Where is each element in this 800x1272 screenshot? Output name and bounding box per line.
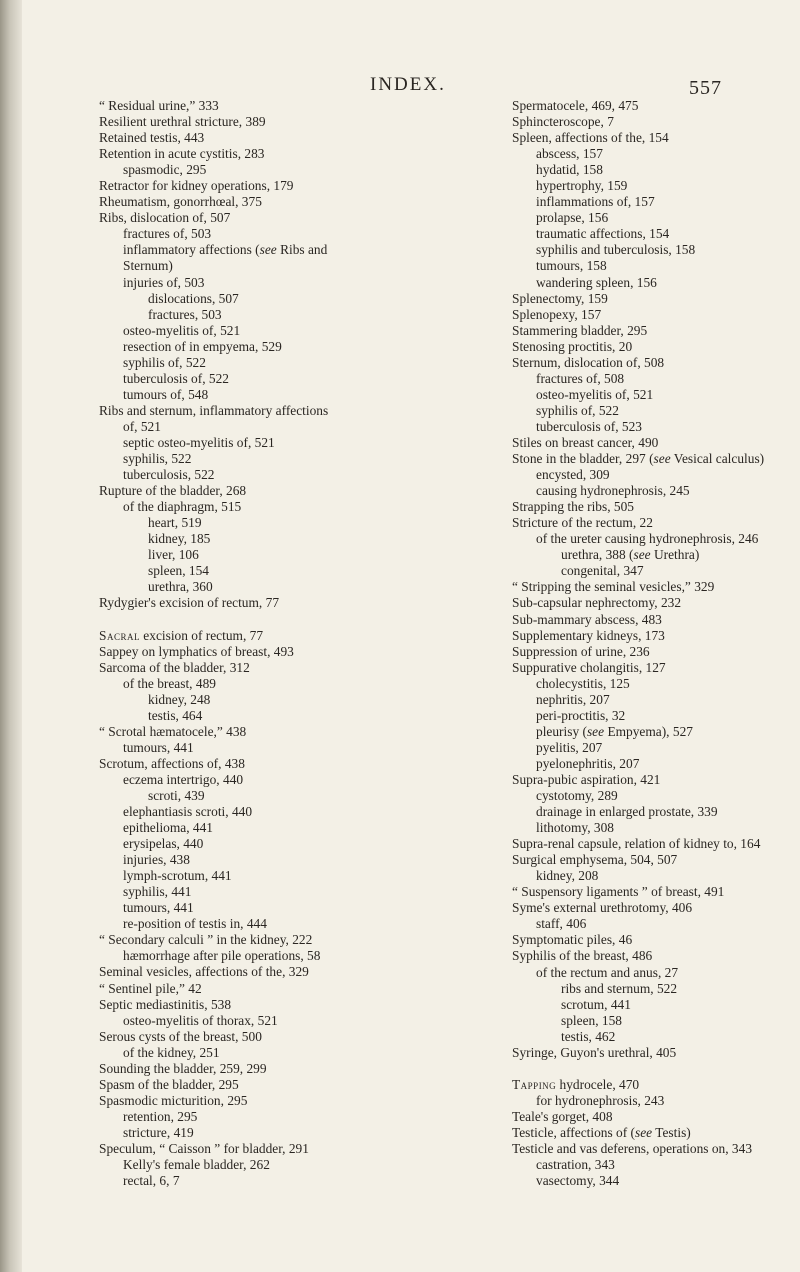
- index-entry: fractures of, 508: [536, 370, 625, 386]
- index-entry: Rheumatism, gonorrhœal, 375: [99, 194, 262, 210]
- index-entry: Stiles on breast cancer, 490: [512, 434, 659, 450]
- index-entry: Stenosing proctitis, 20: [512, 338, 633, 354]
- index-entry: kidney, 185: [148, 531, 211, 547]
- index-entry: prolapse, 156: [536, 210, 609, 226]
- index-entry: of the diaphragm, 515: [123, 499, 242, 515]
- index-entry: scrotum, 441: [561, 996, 631, 1012]
- index-entry: “ Scrotal hæmatocele,” 438: [99, 723, 247, 739]
- index-entry: cystotomy, 289: [536, 788, 618, 804]
- index-entry: spasmodic, 295: [123, 162, 207, 178]
- index-entry: elephantiasis scroti, 440: [123, 804, 253, 820]
- index-entry: Sappey on lymphatics of breast, 493: [99, 643, 294, 659]
- index-entry: tumours, 158: [536, 258, 607, 274]
- index-entry: Stone in the bladder, 297 (see Vesical calculus): [512, 451, 765, 467]
- index-entry: cholecystitis, 125: [536, 675, 630, 691]
- index-column-right: [512, 98, 792, 1189]
- index-entry: Sub-mammary abscess, 483: [512, 611, 662, 627]
- index-entry: Spasm of the bladder, 295: [99, 1076, 239, 1092]
- index-entry: tumours, 441: [123, 900, 194, 916]
- index-entry: lymph-scrotum, 441: [123, 868, 232, 884]
- index-entry: fractures of, 503: [123, 226, 212, 242]
- index-entry: resection of in empyema, 529: [123, 338, 282, 354]
- index-entry: Stricture of the rectum, 22: [512, 515, 653, 531]
- index-entry: Septic mediastinitis, 538: [99, 996, 232, 1012]
- index-entry: Sternum, dislocation of, 508: [512, 354, 665, 370]
- index-entry: Suppression of urine, 236: [512, 643, 650, 659]
- index-entry: retention, 295: [123, 1108, 198, 1124]
- index-entry: Kelly's female bladder, 262: [123, 1157, 270, 1173]
- index-entry: liver, 106: [148, 547, 199, 563]
- index-entry: Symptomatic piles, 46: [512, 932, 633, 948]
- index-entry: pyelitis, 207: [536, 739, 603, 755]
- index-entry: pleurisy (see Empyema), 527: [536, 723, 693, 739]
- index-column-left: [99, 98, 509, 1189]
- index-entry: injuries of, 503: [123, 274, 205, 290]
- index-entry: encysted, 309: [536, 467, 610, 483]
- index-entry: Stammering bladder, 295: [512, 322, 648, 338]
- index-entry: traumatic affections, 154: [536, 226, 670, 242]
- index-entry: Strapping the ribs, 505: [512, 499, 634, 515]
- index-entry: Rydygier's excision of rectum, 77: [99, 595, 280, 611]
- index-entry: of the ureter causing hydronephrosis, 246: [536, 531, 759, 547]
- index-entry: Retention in acute cystitis, 283: [99, 146, 265, 162]
- index-entry: Serous cysts of the breast, 500: [99, 1028, 262, 1044]
- index-entry: spleen, 158: [561, 1012, 622, 1028]
- index-entry: osteo-myelitis of, 521: [536, 386, 654, 402]
- index-entry: of the rectum and anus, 27: [536, 964, 679, 980]
- index-entry: congenital, 347: [561, 563, 644, 579]
- index-entry: lithotomy, 308: [536, 820, 614, 836]
- index-entry: dislocations, 507: [148, 290, 239, 306]
- index-entry: castration, 343: [536, 1157, 615, 1173]
- index-entry: Sternum): [123, 258, 173, 274]
- book-binding-shadow: [0, 0, 22, 1272]
- index-entry: abscess, 157: [536, 146, 603, 162]
- index-entry: inflammations of, 157: [536, 194, 655, 210]
- index-entry: Syme's external urethrotomy, 406: [512, 900, 693, 916]
- index-entry: hæmorrhage after pile operations, 58: [123, 948, 321, 964]
- index-entry: of the breast, 489: [123, 675, 216, 691]
- index-entry: urethra, 388 (see Urethra): [561, 547, 700, 563]
- index-entry: re-position of testis in, 444: [123, 916, 267, 932]
- index-entry: ribs and sternum, 522: [561, 980, 678, 996]
- index-entry: Testicle, affections of (see Testis): [512, 1124, 691, 1140]
- index-entry: injuries, 438: [123, 852, 190, 868]
- index-entry: inflammatory affections (see Ribs and: [123, 242, 328, 258]
- index-entry: tuberculosis, 522: [123, 467, 215, 483]
- index-entry: Speculum, “ Caisson ” for bladder, 291: [99, 1141, 309, 1156]
- index-entry: Sphincteroscope, 7: [512, 114, 614, 130]
- index-entry: Supplementary kidneys, 173: [512, 627, 665, 643]
- index-entry: “ Stripping the seminal vesicles,” 329: [512, 579, 715, 595]
- index-entry: Syphilis of the breast, 486: [512, 948, 653, 964]
- index-entry: syphilis and tuberculosis, 158: [536, 242, 696, 258]
- index-entry: kidney, 248: [148, 691, 211, 707]
- index-entry: nephritis, 207: [536, 691, 610, 707]
- index-entry: Retained testis, 443: [99, 130, 205, 146]
- index-entry: Ribs, dislocation of, 507: [99, 210, 231, 226]
- index-entry: for hydronephrosis, 243: [536, 1092, 665, 1108]
- index-entry: syphilis, 441: [123, 884, 192, 900]
- index-entry: Splenectomy, 159: [512, 290, 608, 306]
- index-entry: Syringe, Guyon's urethral, 405: [512, 1044, 677, 1060]
- page-title: INDEX.: [370, 74, 446, 95]
- index-entry: tuberculosis of, 523: [536, 418, 642, 434]
- page-number: 557: [689, 77, 722, 99]
- index-entry: wandering spleen, 156: [536, 274, 657, 290]
- index-entry: eczema intertrigo, 440: [123, 771, 244, 787]
- index-entry: Suppurative cholangitis, 127: [512, 659, 666, 675]
- index-entry: Tapping hydrocele, 470: [512, 1076, 640, 1092]
- index-entry: hypertrophy, 159: [536, 178, 628, 194]
- index-entry: vasectomy, 344: [536, 1173, 620, 1189]
- index-entry: syphilis, 522: [123, 451, 192, 467]
- index-entry: Teale's gorget, 408: [512, 1108, 613, 1124]
- index-entry: kidney, 208: [536, 868, 599, 884]
- index-entry: of, 521: [123, 418, 161, 434]
- index-entry: Sacral excision of rectum, 77: [99, 627, 264, 643]
- index-entry: osteo-myelitis of thorax, 521: [123, 1012, 278, 1028]
- index-entry: Spleen, affections of the, 154: [512, 130, 669, 146]
- index-entry: urethra, 360: [148, 579, 213, 595]
- index-entry: epithelioma, 441: [123, 820, 213, 836]
- index-entry: osteo-myelitis of, 521: [123, 322, 241, 338]
- index-entry: Retractor for kidney operations, 179: [99, 178, 294, 194]
- index-entry: testis, 462: [561, 1028, 616, 1044]
- index-entry: Sub-capsular nephrectomy, 232: [512, 595, 682, 611]
- index-entry: Resilient urethral stricture, 389: [99, 114, 266, 130]
- index-entry: heart, 519: [148, 515, 202, 531]
- index-entry: Scrotum, affections of, 438: [99, 755, 245, 771]
- index-entry: Ribs and sternum, inflammatory affections: [99, 402, 329, 418]
- index-entry: pyelonephritis, 207: [536, 755, 640, 771]
- index-entry: Supra-pubic aspiration, 421: [512, 771, 661, 787]
- index-entry: Supra-renal capsule, relation of kidney to, 164: [512, 836, 761, 852]
- index-entry: causing hydronephrosis, 245: [536, 483, 690, 499]
- index-entry: tumours, 441: [123, 739, 194, 755]
- index-entry: Sarcoma of the bladder, 312: [99, 659, 250, 675]
- index-entry: Surgical emphysema, 504, 507: [512, 852, 678, 868]
- index-entry: scroti, 439: [148, 787, 205, 803]
- index-entry: Spermatocele, 469, 475: [512, 98, 639, 113]
- index-entry: Splenopexy, 157: [512, 306, 602, 322]
- index-entry: hydatid, 158: [536, 162, 603, 178]
- index-entry: Sounding the bladder, 259, 299: [99, 1060, 267, 1076]
- index-entry: septic osteo-myelitis of, 521: [123, 434, 275, 450]
- index-entry: testis, 464: [148, 707, 203, 723]
- index-entry: “ Secondary calculi ” in the kidney, 222: [99, 932, 313, 948]
- index-entry: syphilis of, 522: [536, 402, 619, 418]
- index-entry: Testicle and vas deferens, operations on, 343: [512, 1141, 753, 1156]
- index-entry: tuberculosis of, 522: [123, 370, 229, 386]
- index-entry: erysipelas, 440: [123, 836, 204, 852]
- index-entry: fractures, 503: [148, 306, 222, 322]
- index-entry: Rupture of the bladder, 268: [99, 483, 247, 499]
- index-entry: peri-proctitis, 32: [536, 707, 626, 723]
- index-entry: spleen, 154: [148, 563, 209, 579]
- index-entry: tumours of, 548: [123, 386, 209, 402]
- index-entry: syphilis of, 522: [123, 354, 206, 370]
- index-entry: “ Sentinel pile,” 42: [99, 980, 202, 996]
- index-entry: Spasmodic micturition, 295: [99, 1092, 248, 1108]
- index-entry: stricture, 419: [123, 1124, 194, 1140]
- index-entry: “ Suspensory ligaments ” of breast, 491: [512, 884, 725, 900]
- index-entry: staff, 406: [536, 916, 587, 932]
- index-entry: “ Residual urine,” 333: [99, 98, 219, 113]
- index-entry: Seminal vesicles, affections of the, 329: [99, 964, 309, 980]
- index-entry: rectal, 6, 7: [123, 1173, 180, 1189]
- index-entry: drainage in enlarged prostate, 339: [536, 804, 718, 820]
- index-entry: of the kidney, 251: [123, 1044, 220, 1060]
